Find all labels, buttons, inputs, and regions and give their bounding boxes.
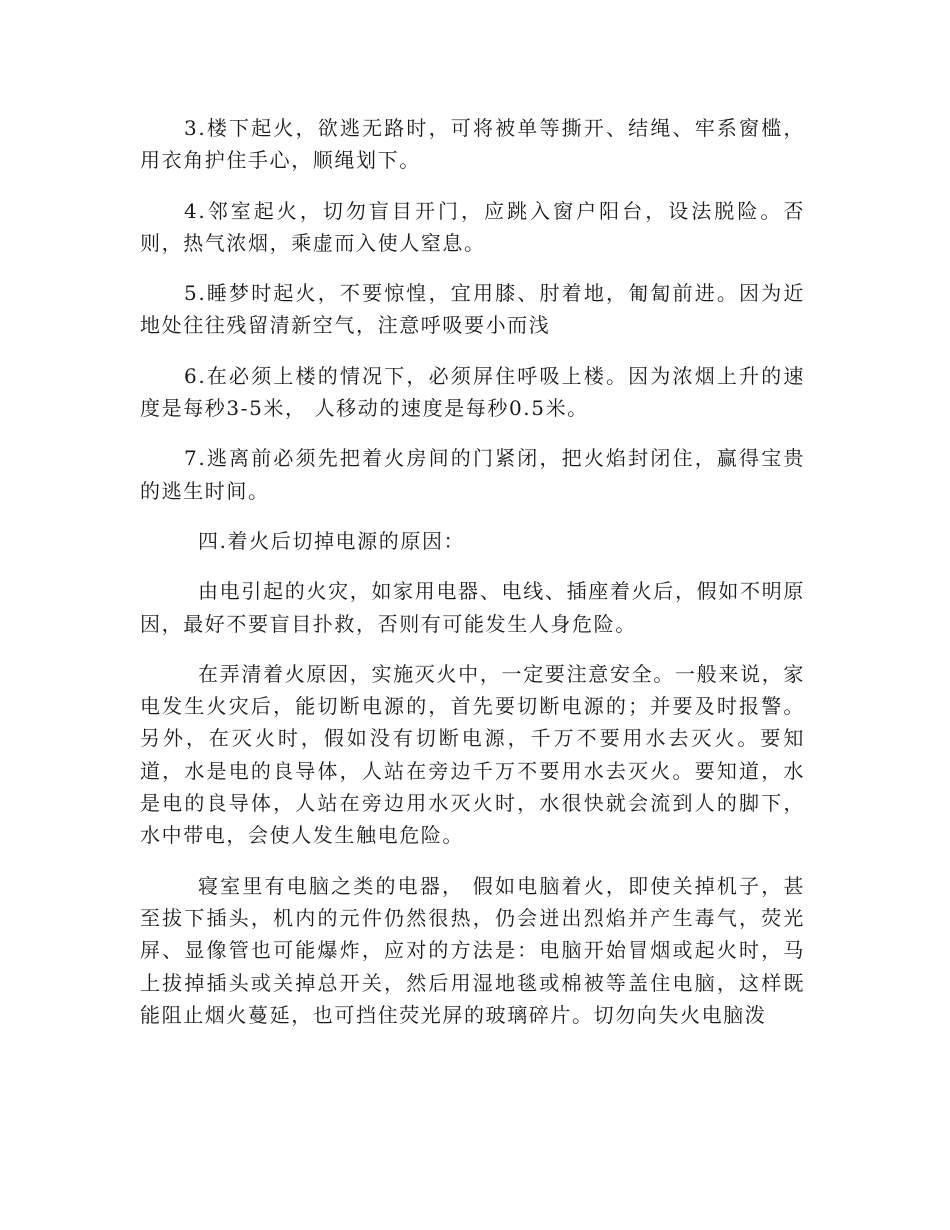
list-item-4: 4.邻室起火，切勿盲目开门，应跳入窗户阳台，设法脱险。否则，热气浓烟，乘虚而入使人窒息。 — [140, 198, 805, 255]
list-item-6: 6.在必须上楼的情况下，必须屏住呼吸上楼。因为浓烟上升的速度是每秒3-5米， 人移动的速度是每秒0.5米。 — [140, 363, 805, 421]
list-item-5: 5.睡梦时起火，不要惊惶，宜用膝、肘着地，匍匐前进。因为近地处往往残留清新空气，注意呼吸要小而浅 — [140, 281, 805, 338]
body-paragraph-1: 由电引起的火灾，如家用电器、电线、插座着火后，假如不明原因，最好不要盲目扑救，否则有可能发生人身危险。 — [140, 579, 805, 636]
list-item-3: 3.楼下起火，欲逃无路时，可将被单等撕开、结绳、牢系窗槛，用衣角护住手心，顺绳划下。 — [140, 116, 805, 173]
body-paragraph-2: 在弄清着火原因，实施灭火中，一定要注意安全。一般来说，家电发生火灾后，能切断电源的，首先要切断电源的；并要及时报警。另外，在灭火时，假如没有切断电源，千万不要用水去灭火。要知道，水是电的良导体，人站在旁边千万不要用水去灭火。要知道，水是电的良导体，人站在旁边用水灭火时，水很快就会流到人的脚下，水中带电，会使人发生触电危险。 — [140, 661, 805, 848]
body-paragraph-3: 寝室里有电脑之类的电器， 假如电脑着火，即使关掉机子，甚至拔下插头，机内的元件仍然很热，仍会迸出烈焰并产生毒气，荧光屏、显像管也可能爆炸，应对的方法是：电脑开始冒烟或起火时，马上拔掉插头或关掉总开关，然后用湿地毯或棉被等盖住电脑，这样既能阻止烟火蔓延，也可挡住荧光屏的玻璃碎片。切勿向失火电脑泼 — [140, 873, 805, 1027]
document-page — [140, 112, 805, 1049]
list-item-7: 7.逃离前必须先把着火房间的门紧闭，把火焰封闭住，赢得宝贵的逃生时间。 — [140, 446, 805, 503]
section-heading: 四.着火后切掉电源的原因： — [198, 528, 466, 553]
